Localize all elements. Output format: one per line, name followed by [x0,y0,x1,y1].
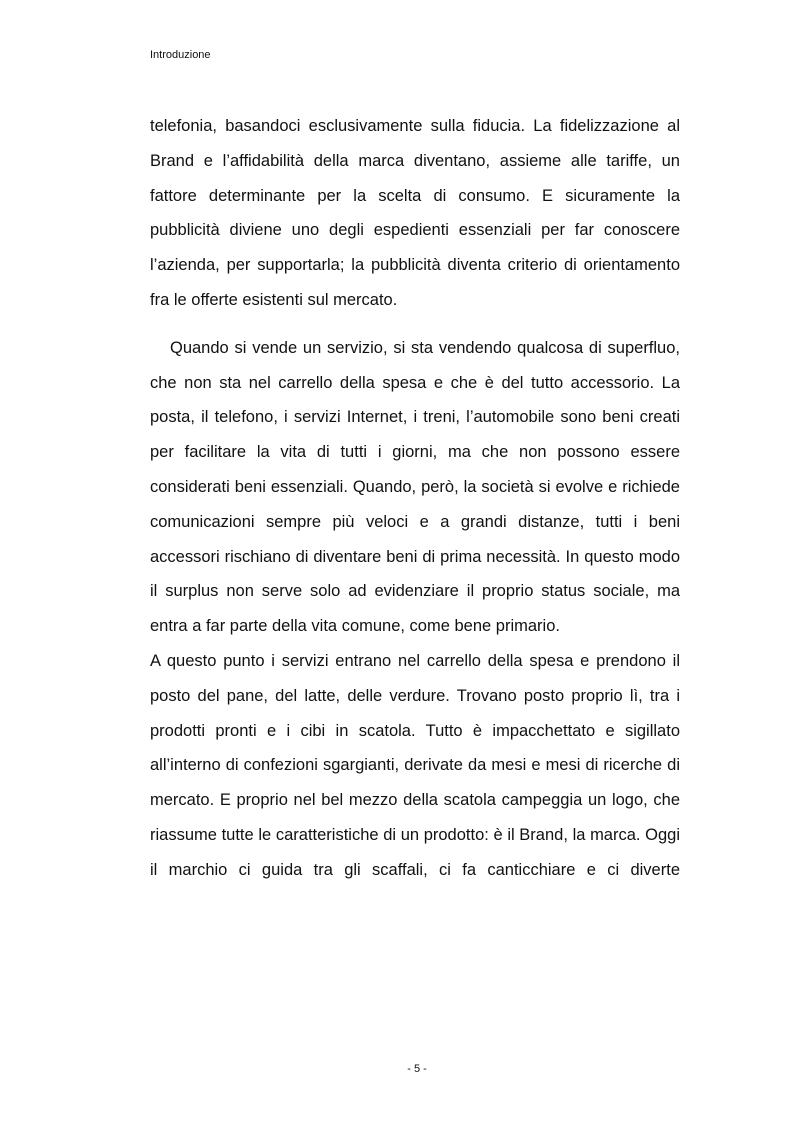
running-header: Introduzione [150,49,211,61]
paragraph-3: A questo punto i servizi entrano nel carrello della spesa e prendono il posto del pane, del latte, delle verdure. Trovano posto proprio lì, tra i prodotti pronti e i cibi in scatola. Tutto è impacchettato e sigillato all’interno di confezioni sgargianti, derivate da mesi e mesi di ricerche di mercato. E proprio nel bel mezzo della scatola campeggia un logo, che riassume tutte le caratteristiche di un prodotto: è il Brand, la marca. Oggi il marchio ci guida tra gli scaffali, ci fa canticchiare e ci diverte [150,651,680,879]
paragraph-1: telefonia, basandoci esclusivamente sulla fiducia. La fidelizzazione al Brand e l’affidabilità della marca diventano, assieme alle tariffe, un fattore determinante per la scelta di consumo. E sicuramente la pubblicità diviene uno degli espedienti essenziali per far conoscere l’azienda, per supportarla; la pubblicità diventa criterio di orientamento fra le offerte esistenti sul mercato. [150,117,680,309]
paragraph-2: Quando si vende un servizio, si sta vendendo qualcosa di superfluo, che non sta nel carrello della spesa e che è del tutto accessorio. La posta, il telefono, i servizi Internet, i treni, l’automobile sono beni creati per facilitare la vita di tutti i giorni, ma che non possono essere considerati beni essenziali. Quando, però, la società si evolve e richiede comunicazioni sempre più veloci e a grandi distanze, tutti i beni accessori rischiano di diventare beni di prima necessità. In questo modo il surplus non serve solo ad evidenziare il proprio status sociale, ma entra a far parte della vita comune, come bene primario. [150,338,680,636]
body-text [150,109,680,888]
page-number: - 5 - [407,1063,427,1075]
